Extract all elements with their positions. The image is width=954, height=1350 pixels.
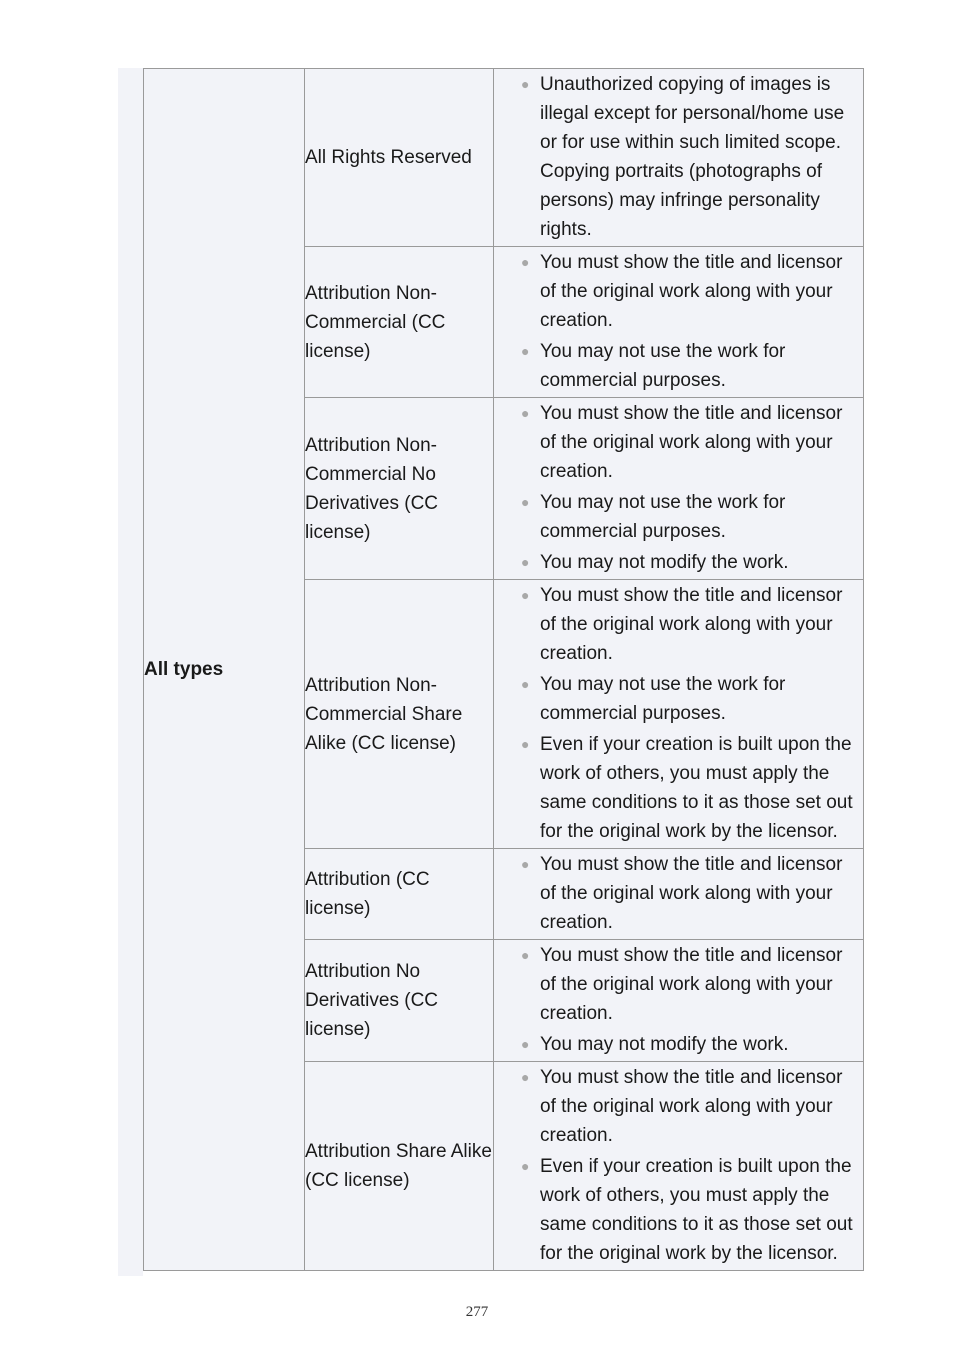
condition-text: You must show the title and licensor of the original work along with your creation.	[540, 403, 843, 482]
conditions-cell	[494, 247, 864, 398]
condition-text: Even if your creation is built upon the work of others, you must apply the same conditions to it as those set out for the original work by the licensor.	[540, 1156, 853, 1264]
condition-item	[494, 1030, 859, 1059]
conditions-cell	[494, 398, 864, 580]
bullet-icon: ●	[521, 76, 530, 92]
conditions-list	[494, 247, 863, 397]
license-name-cell: All Rights Reserved	[305, 69, 494, 247]
license-name-cell: Attribution (CC license)	[305, 849, 494, 940]
bullet-icon: ●	[521, 405, 530, 421]
bullet-icon: ●	[521, 1158, 530, 1174]
condition-item	[494, 337, 859, 395]
conditions-cell	[494, 1062, 864, 1271]
condition-text: Unauthorized copying of images is illegal except for personal/home use or for use within such limited scope. Copying portraits (photographs of persons) may infringe personality rights.	[540, 74, 845, 240]
bullet-icon: ●	[521, 1069, 530, 1085]
bullet-icon: ●	[521, 494, 530, 510]
condition-text: You may not use the work for commercial purposes.	[540, 341, 786, 391]
condition-text: You must show the title and licensor of the original work along with your creation.	[540, 854, 843, 933]
license-name-cell: Attribution Non-Commercial Share Alike (CC license)	[305, 580, 494, 849]
condition-item	[494, 399, 859, 486]
bullet-icon: ●	[521, 254, 530, 270]
condition-item	[494, 248, 859, 335]
conditions-list	[494, 940, 863, 1061]
condition-item	[494, 1063, 859, 1150]
bullet-icon: ●	[521, 856, 530, 872]
left-margin-strip	[118, 68, 143, 1276]
condition-item	[494, 581, 859, 668]
condition-text: You may not modify the work.	[540, 1034, 789, 1055]
bullet-icon: ●	[521, 736, 530, 752]
table-body	[144, 69, 864, 1271]
conditions-cell	[494, 580, 864, 849]
license-name-cell: Attribution Non-Commercial (CC license)	[305, 247, 494, 398]
bullet-icon: ●	[521, 676, 530, 692]
condition-text: You may not use the work for commercial purposes.	[540, 492, 786, 542]
bullet-icon: ●	[521, 343, 530, 359]
image-type-cell: All types	[144, 69, 305, 1271]
condition-text: Even if your creation is built upon the work of others, you must apply the same conditions to it as those set out for the original work by the licensor.	[540, 734, 853, 842]
condition-text: You must show the title and licensor of the original work along with your creation.	[540, 252, 843, 331]
conditions-list	[494, 849, 863, 939]
table-row	[144, 69, 864, 247]
condition-text: You must show the title and licensor of the original work along with your creation.	[540, 1067, 843, 1146]
conditions-cell	[494, 940, 864, 1062]
condition-text: You may not modify the work.	[540, 552, 789, 573]
condition-item	[494, 548, 859, 577]
condition-text: You must show the title and licensor of the original work along with your creation.	[540, 945, 843, 1024]
license-name-cell: Attribution Non-Commercial No Derivatives (CC license)	[305, 398, 494, 580]
condition-item	[494, 730, 859, 846]
condition-item	[494, 670, 859, 728]
bullet-icon: ●	[521, 947, 530, 963]
license-name-cell: Attribution Share Alike (CC license)	[305, 1062, 494, 1271]
bullet-icon: ●	[521, 1036, 530, 1052]
bullet-icon: ●	[521, 587, 530, 603]
conditions-cell	[494, 69, 864, 247]
conditions-list	[494, 580, 863, 848]
conditions-list	[494, 398, 863, 579]
conditions-list	[494, 1062, 863, 1270]
condition-item	[494, 488, 859, 546]
conditions-cell	[494, 849, 864, 940]
condition-item	[494, 70, 859, 244]
license-name-cell: Attribution No Derivatives (CC license)	[305, 940, 494, 1062]
conditions-list	[494, 69, 863, 246]
license-conditions-table	[143, 68, 864, 1271]
condition-text: You may not use the work for commercial purposes.	[540, 674, 786, 724]
condition-item	[494, 1152, 859, 1268]
bullet-icon: ●	[521, 554, 530, 570]
condition-item	[494, 941, 859, 1028]
page-number: 277	[465, 1304, 489, 1320]
condition-item	[494, 850, 859, 937]
condition-text: You must show the title and licensor of the original work along with your creation.	[540, 585, 843, 664]
